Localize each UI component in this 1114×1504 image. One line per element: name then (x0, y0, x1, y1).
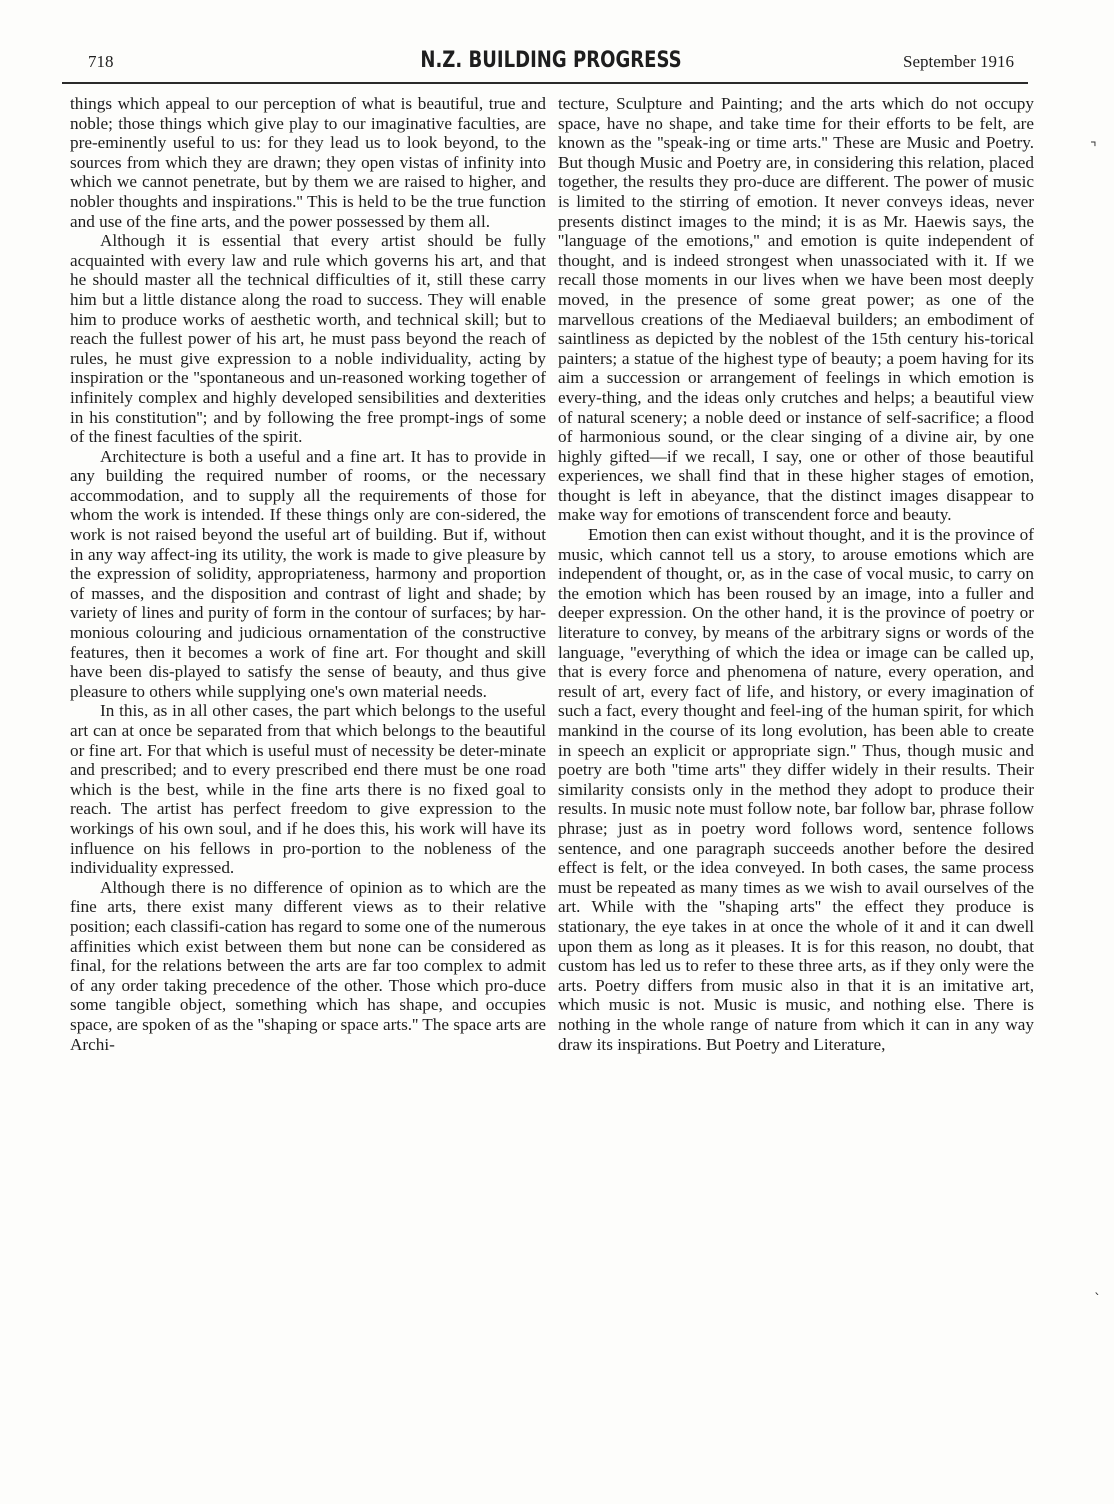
paragraph: Although there is no difference of opinion as to which are the fine arts, there exist many different views as to their relative position; each classifi-cation has regard to some one of the numerous affinities which exist between them but none can be considered as final, for the relations between the arts are far too complex to admit of any order taking precedence of the other. Those which pro-duce some tangible object, something which has shape, and occupies space, are spoken of as the ''shaping or space arts.'' The space arts are Archi- (70, 877, 546, 1054)
header-rule (62, 82, 1028, 84)
journal-title: N.Z. BUILDING PROGRESS (420, 48, 682, 73)
right-column (558, 94, 1034, 1414)
paragraph: tecture, Sculpture and Painting; and the arts which do not occupy space, have no shape, and take time for their efforts to be felt, are known as the ''speak-ing or time arts.'' These are Music and Poetry. But though Music and Poetry are, in considering this relation, placed together, the results they pro-duce are different. The power of music is limited to the stirring of emotion. It never conveys ideas, never presents distinct images to the mind; it is as Mr. Haewis says, the ''language of the emotions,'' and emotion is quite independent of thought, and is indeed strongest when unassociated with it. If we recall those moments in our lives when we have been most deeply moved, in the presence of some great power; as one of the marvellous creations of the Mediaeval builders; an embodiment of saintliness as depicted by the noblest of the 15th century his-torical painters; a statue of the highest type of beauty; a poem having for its aim a succession or arrangement of feelings in which emotion is every-thing, and the ideas only crutches and helps; a beautiful view of natural scenery; a noble deed or instance of self-sacrifice; a flood of harmonious sound, or the clear singing of a divine air, by one highly gifted—if we recall, I say, one or other of those beautiful experiences, we shall find that in these higher stages of emotion, thought is left in abeyance, that the distinct images disappear to make way for emotions of transcendent force and beauty. (558, 94, 1034, 525)
paragraph: things which appeal to our perception of what is beautiful, true and noble; those things which give play to our imaginative faculties, are pre-eminently useful to us: for they lead us to look beyond, to the sources from which they are drawn; they open vistas of infinity into which we cannot penetrate, but by them we are raised to higher, and nobler thoughts and inspirations.'' This is held to be the true function and use of the fine arts, and the power possessed by them all. (70, 94, 546, 231)
paragraph: Architecture is both a useful and a fine art. It has to provide in any building the required number of rooms, or the necessary accommodation, and to supply all the requirements of those for whom the work is intended. If these things only are con-sidered, the work is not raised beyond the useful art of building. But if, without in any way affect-ing its utility, the work is made to give pleasure by the expression of solidity, appropriateness, harmony and proportion of masses, and the disposition and contrast of light and shade; by variety of lines and purity of form in the contour of surfaces; by har-monious colouring and judicious ornamentation of the constructive features, then it becomes a work of fine art. For thought and skill have been dis-played to satisfy the sense of beauty, and thus give pleasure to others while supplying one's own material needs. (70, 446, 546, 701)
paragraph: In this, as in all other cases, the part which belongs to the useful art can at once be separated from that which belongs to the beautiful or fine art. For that which is useful must of necessity be deter-minate and prescribed; and to every prescribed end there must be one road which is the best, while in the fine arts there is no fixed goal to reach. The artist has perfect freedom to give expression to the workings of his own soul, and if he does this, his work will have its influence on his fellows in pro-portion to the nobleness of the individuality expressed. (70, 701, 546, 878)
paragraph: Emotion then can exist without thought, and it is the province of music, which cannot tell us a story, to arouse emotions which are independent of thought, or, as in the case of vocal music, to carry on the emotion which has been roused by an image, into a fuller and deeper expression. On the other hand, it is the province of poetry or literature to convey, by means of the arbitrary signs or words of the language, ''everything of which the idea or image can be called up, that is every force and phenomena of nature, every operation, and result of art, every fact of life, and history, or every imagination of such a fact, every thought and feel-ing of the human spirit, for which mankind in the course of its long evolution, has been able to create in speech an explicit or appropriate sign.'' Thus, though music and poetry are both ''time arts'' they differ widely in their results. Their similarity consists only in the method they adopt to produce their results. In music note must follow note, bar follow bar, phrase follow phrase; just as in poetry word follows word, sentence follows sentence, and one paragraph succeeds another before the desired effect is felt, or the idea conveyed. In both cases, the same process must be repeated as many times as we wish to avail ourselves of the art. While with the ''shaping arts'' the effect they produce is stationary, the eye takes in at once the whole of it and it can dwell upon them as long as it pleases. It is for this reason, no doubt, that custom has led us to refer to these three arts, as if they only were the arts. Poetry differs from music also in that it is an imitative art, which music is not. Music is music, and nothing else. There is nothing in the whole range of nature from which it can in any way draw its inspirations. But Poetry and Literature, (558, 525, 1034, 1054)
page-header (88, 48, 1014, 80)
scan-mark: ` (1094, 1292, 1101, 1308)
page-number: 718 (88, 52, 114, 71)
issue-date: September 1916 (903, 52, 1014, 71)
scan-mark: ⌝ (1090, 140, 1097, 156)
paragraph: Although it is essential that every artist should be fully acquainted with every law and rule which governs his art, and that he should master all the technical difficulties of it, still these carry him but a little distance along the road to success. They will enable him to produce works of aesthetic worth, and technical skill; but to reach the fullest power of his art, he must pass beyond the reach of rules, he must give expression to a noble individuality, acting by inspiration or the ''spontaneous and un-reasoned working together of infinitely complex and highly developed sensibilities and dexterities in his constitution''; and by following the free prompt-ings of some of the finest faculties of the spirit. (70, 231, 546, 447)
left-column (70, 94, 546, 1414)
